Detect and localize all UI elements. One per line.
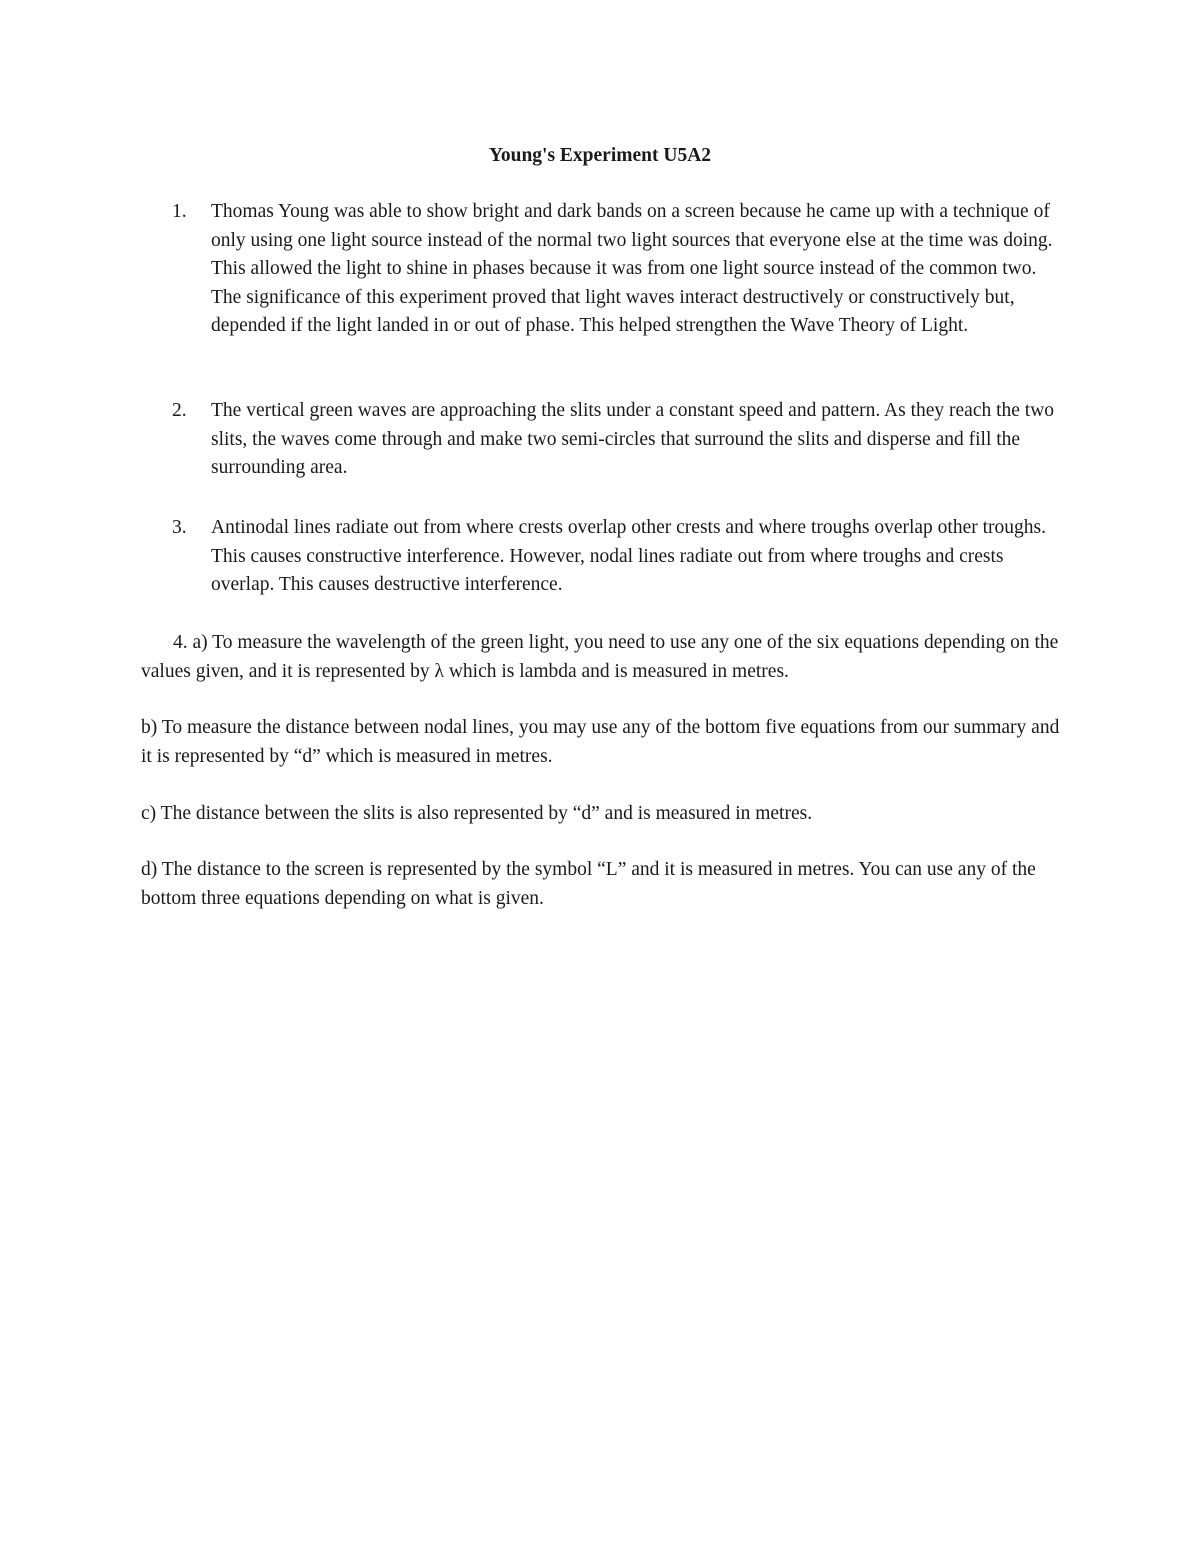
answer-4d: d) The distance to the screen is represented by the symbol “L” and it is measured in metres. You can use any of the bottom three equations depending on what is given. — [141, 859, 1036, 909]
answer-2-number: 2. — [172, 400, 187, 421]
answer-3-number: 3. — [172, 517, 187, 538]
answer-4b: b) To measure the distance between nodal lines, you may use any of the bottom five equations from our summary and it is represented by “d” which is measured in metres. — [141, 717, 1060, 767]
document-title: Young's Experiment U5A2 — [488, 145, 712, 166]
answer-2-text: The vertical green waves are approaching the slits under a constant speed and pattern. As they reach the two slits, the waves come through and make two semi-circles that surround the slits and disperse and fill the surrounding area. — [211, 400, 1055, 479]
answer-4a: 4. a) To measure the wavelength of the green light, you need to use any one of the six equations depending on the values given, and it is represented by λ which is lambda and is measured in metres. — [141, 632, 1059, 682]
answer-3-text: Antinodal lines radiate out from where crests overlap other crests and where troughs overlap other troughs. This causes constructive interference. However, nodal lines radiate out from where troughs and crests overlap. This causes destructive interference. — [211, 517, 1046, 596]
answer-4c: c) The distance between the slits is also represented by “d” and is measured in metres. — [141, 803, 813, 824]
answer-1-text: Thomas Young was able to show bright and dark bands on a screen because he came up with a technique of only using one light source instead of the normal two light sources that everyone else at the time was doing. This allowed the light to shine in phases because it was from one light source instead of the common two. The significance of this experiment proved that light waves interact destructively or constructively but, depended if the light landed in or out of phase. This helped strengthen the Wave Theory of Light. — [211, 201, 1053, 337]
answer-1-number: 1. — [172, 201, 187, 222]
